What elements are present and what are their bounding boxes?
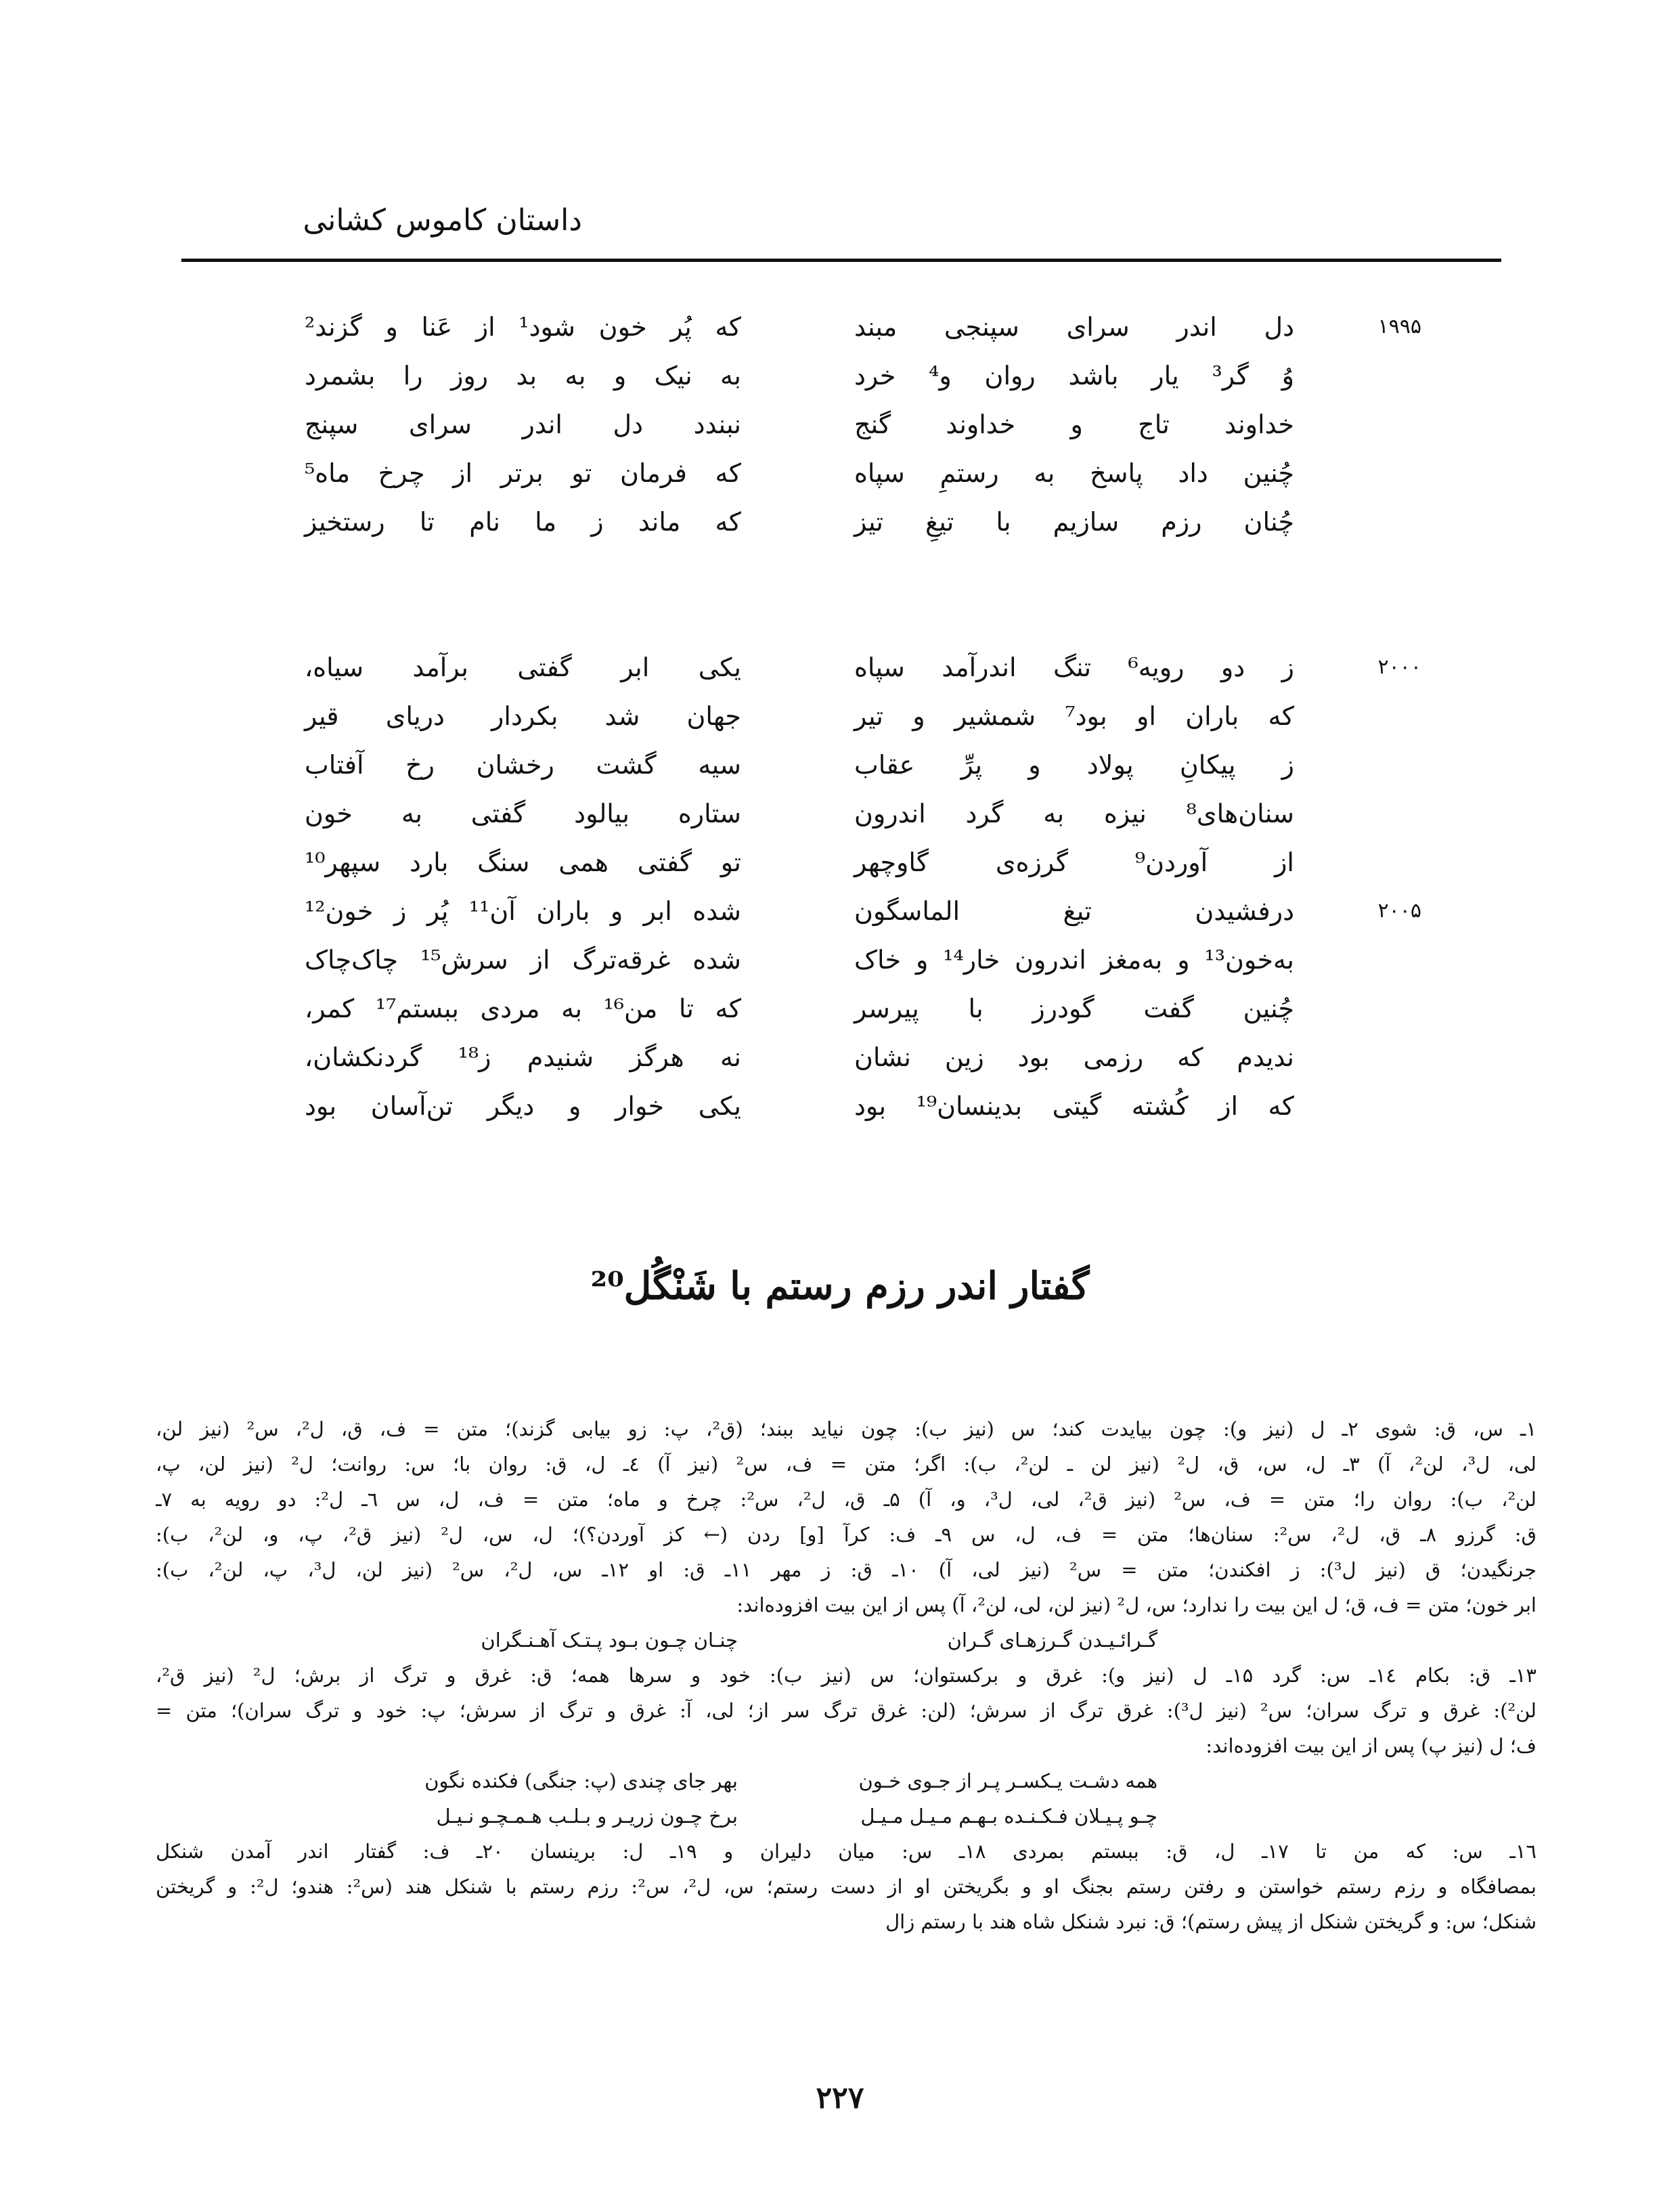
hemistich-left: نبندد دل اندر سرای سپنج [305,410,741,439]
hemistich-right: ز دو رویه⁶ تنگ اندرآمد سپاه [854,653,1294,682]
footnote-couplet [156,1763,1537,1798]
footnote-line: جرنگیدن؛ ق (نیز ل³): ز افکندن؛ متن = س² (نیز لی، آ) ۱۰ـ ق: ز مهر ۱۱ـ ق: او ۱۲ـ س، ل²، س² (نیز لن، ل³، پ، لن²، ب): [156,1558,1537,1581]
verse-row [0,940,1680,988]
hemistich-right: خداوند تاج و خداوند گنج [854,410,1294,439]
hemistich-right: چُنین داد پاسخ به رستمِ سپاه [854,458,1294,488]
header-rule [181,259,1501,262]
verse-row [0,453,1680,502]
couplet-hemistich-left: بهر جای چندی (پ: جنگی) فکنده نگون [424,1769,738,1792]
footnotes [156,1411,1537,1939]
verse-row [0,404,1680,453]
verse-row [0,502,1680,550]
hemistich-left: که تا من¹⁶ به مردی ببستم¹⁷ کمر، [305,994,742,1023]
verse-row [0,891,1680,940]
hemistich-left: ستاره بیالود گفتی به خون [305,799,741,829]
section-title: گفتار اندر رزم رستم با شَنْگُل²⁰ [590,1264,1090,1308]
couplet-hemistich-right: چـو پـیـلان فـکـنـده بـهـم مـیـل مـیـل [860,1805,1157,1828]
footnote-line: ابر خون؛ متن = ف، ق؛ ل این بیت را ندارد؛ س، ل² (نیز لن، لی، لن²، آ) پس از این بیت افزوده‌اند: [736,1593,1537,1616]
verse-row [0,355,1680,404]
verse-row [0,745,1680,793]
verse-row [0,307,1680,355]
hemistich-left: یکی خوار و دیگر تن‌آسان بود [305,1091,741,1121]
footnote-couplet [156,1622,1537,1658]
footnote-line: ۱ـ س، ق: شوی ۲ـ ل (نیز و): چون بیایدت کند؛ س (نیز ب): چون نیاید ببند؛ (ق²، پ: زو بیابی گزند)؛ متن = ف، ق، ل²، س² (نیز لن، [156,1417,1537,1440]
verse-row [0,1037,1680,1086]
verse-number: ۲۰۰۵ [1377,899,1421,923]
running-head: داستان کاموس کشانی [303,203,582,238]
hemistich-right: درفشیدن تیغ الماسگون [854,896,1294,926]
verse-number: ۲۰۰۰ [1377,655,1421,679]
hemistich-left: شده غرقه‌ترگ از سرش¹⁵ چاک‌چاک [305,945,741,975]
couplet-hemistich-left: چنـان چـون بـود پـتـک آهـنـگران [481,1629,738,1652]
verse-row [0,988,1680,1037]
hemistich-right: چُنین گفت گودرز با پیرسر [854,994,1294,1023]
hemistich-right: وُ گر³ یار باشد روان و⁴ خرد [854,361,1294,391]
hemistich-left: یکی ابر گفتی برآمد سیاه، [305,653,741,682]
footnote-line: ق: گرزو ۸ـ ق، ل²، س²: سنان‌ها؛ متن = ف، ل، س ۹ـ ف: کرآ [و] ردن (← کز آوردن؟)؛ ل، س، ل² (نیز ق²، پ، و، لن²، ب): [156,1523,1537,1546]
hemistich-right: به‌خون¹³ و به‌مغز اندرون خار¹⁴ و خاک [854,945,1294,975]
hemistich-right: که از کُشته گیتی بدینسان¹⁹ بود [854,1091,1294,1121]
hemistich-left: به نیک و به بد روز را بشمرد [305,361,741,391]
verse-row [0,647,1680,696]
footnote-line: لن²، ب): روان را؛ متن = ف، س² (نیز ق²، لی، ل³، و، آ) ۵ـ ق، ل²، س²: چرخ و ماه؛ متن = ف، ل، س ٦ـ ل²: دو رویه به ۷ـ [156,1488,1537,1511]
hemistich-right: سنان‌های⁸ نیزه به گرد اندرون [854,799,1294,829]
verse-row [0,696,1680,745]
hemistich-right: ندیدم که رزمی بود زین نشان [854,1042,1294,1072]
verse-row [0,842,1680,891]
couplet-hemistich-right: گـرائـیـدن گـرزهـای گـران [947,1629,1157,1652]
verse-row [0,793,1680,842]
footnote-line: ۱۳ـ ق: بکام ۱٤ـ س: گرد ۱۵ـ ل (نیز و): غرق و برکستوان؛ س (نیز ب): خود و سرها همه؛ ق: غرق و ترگ از برش؛ ل² (نیز ق²، [156,1664,1537,1687]
footnote-couplet [156,1798,1537,1834]
couplet-hemistich-right: همه دشـت یـکسـر پـر از جـوی خـون [858,1769,1157,1792]
hemistich-left: سیه گشت رخشان رخ آفتاب [305,750,741,780]
couplet-hemistich-left: برخ چـون زریـر و بـلـب هـمـچـو نـیـل [436,1805,738,1828]
footnote-line: ف؛ ل (نیز پ) پس از این بیت افزوده‌اند: [1206,1734,1537,1757]
footnote-line: بمصافگاه و رزم رستم خواستن و رفتن رستم بجنگ او و بگریختن او از دست رستم؛ س، ل²، س²: رزم رستم با شنکل هند (س²: هندو؛ ل²: و گریختن [156,1875,1537,1898]
hemistich-left: که ماند ز ما نام تا رستخیز [305,507,741,537]
footnote-line: ۱٦ـ س: که من تا ۱۷ـ ل، ق: ببستم بمردی ۱۸ـ س: میان دلیران و ۱۹ـ ل: برینسان ۲۰ـ ف: گفتار اندر آمدن شنکل [156,1840,1537,1863]
hemistich-left: تو گفتی همی سنگ بارد سپهر¹⁰ [305,847,741,877]
hemistich-right: چُنان رزم سازیم با تیغِ تیز [854,507,1294,537]
hemistich-left: که پُر خون شود¹ از عَنا و گزند² [305,312,741,342]
hemistich-right: که باران او بود⁷ شمشیر و تیر [854,701,1294,731]
footnote-line: لی، ل³، لن²، آ) ۳ـ ل، س، ق، ل² (نیز لن ـ لن²، ب): اگر؛ متن = ف، س² (نیز آ) ٤ـ ل، ق: روان با؛ س: روانت؛ ل² (نیز لن، پ، [156,1453,1537,1476]
hemistich-right: دل اندر سرای سپنجی مبند [854,312,1294,342]
page-number: ۲۲۷ [816,2081,864,2115]
hemistich-left: جهان شد بکردار دریای قیر [305,701,741,731]
verse-number: ۱۹۹۵ [1377,315,1421,338]
verse-row [0,1086,1680,1134]
hemistich-left: نه هرگز شنیدم ز¹⁸ گردنکشان، [305,1042,741,1072]
hemistich-right: از آوردن⁹ گرزه‌ی گاوچهر [854,847,1294,877]
hemistich-left: شده ابر و باران آن¹¹ پُر ز خون¹² [305,896,741,926]
footnote-line: شنکل؛ س: و گریختن شنکل از پیش رستم)؛ ق: نبرد شنکل شاه هند با رستم زال [885,1910,1537,1933]
footnote-line: لن²): غرق و ترگ سران؛ س² (نیز ل³): غرق ترگ از سرش؛ (لن: غرق ترگ سر از؛ لی، آ: غرق و ترگ از سرش؛ پ: خود و ترگ سران)؛ متن = [156,1699,1537,1722]
hemistich-right: ز پیکانِ پولاد و پرِّ عقاب [854,750,1294,780]
hemistich-left: که فرمان تو برتر از چرخ ماه⁵ [305,458,741,488]
